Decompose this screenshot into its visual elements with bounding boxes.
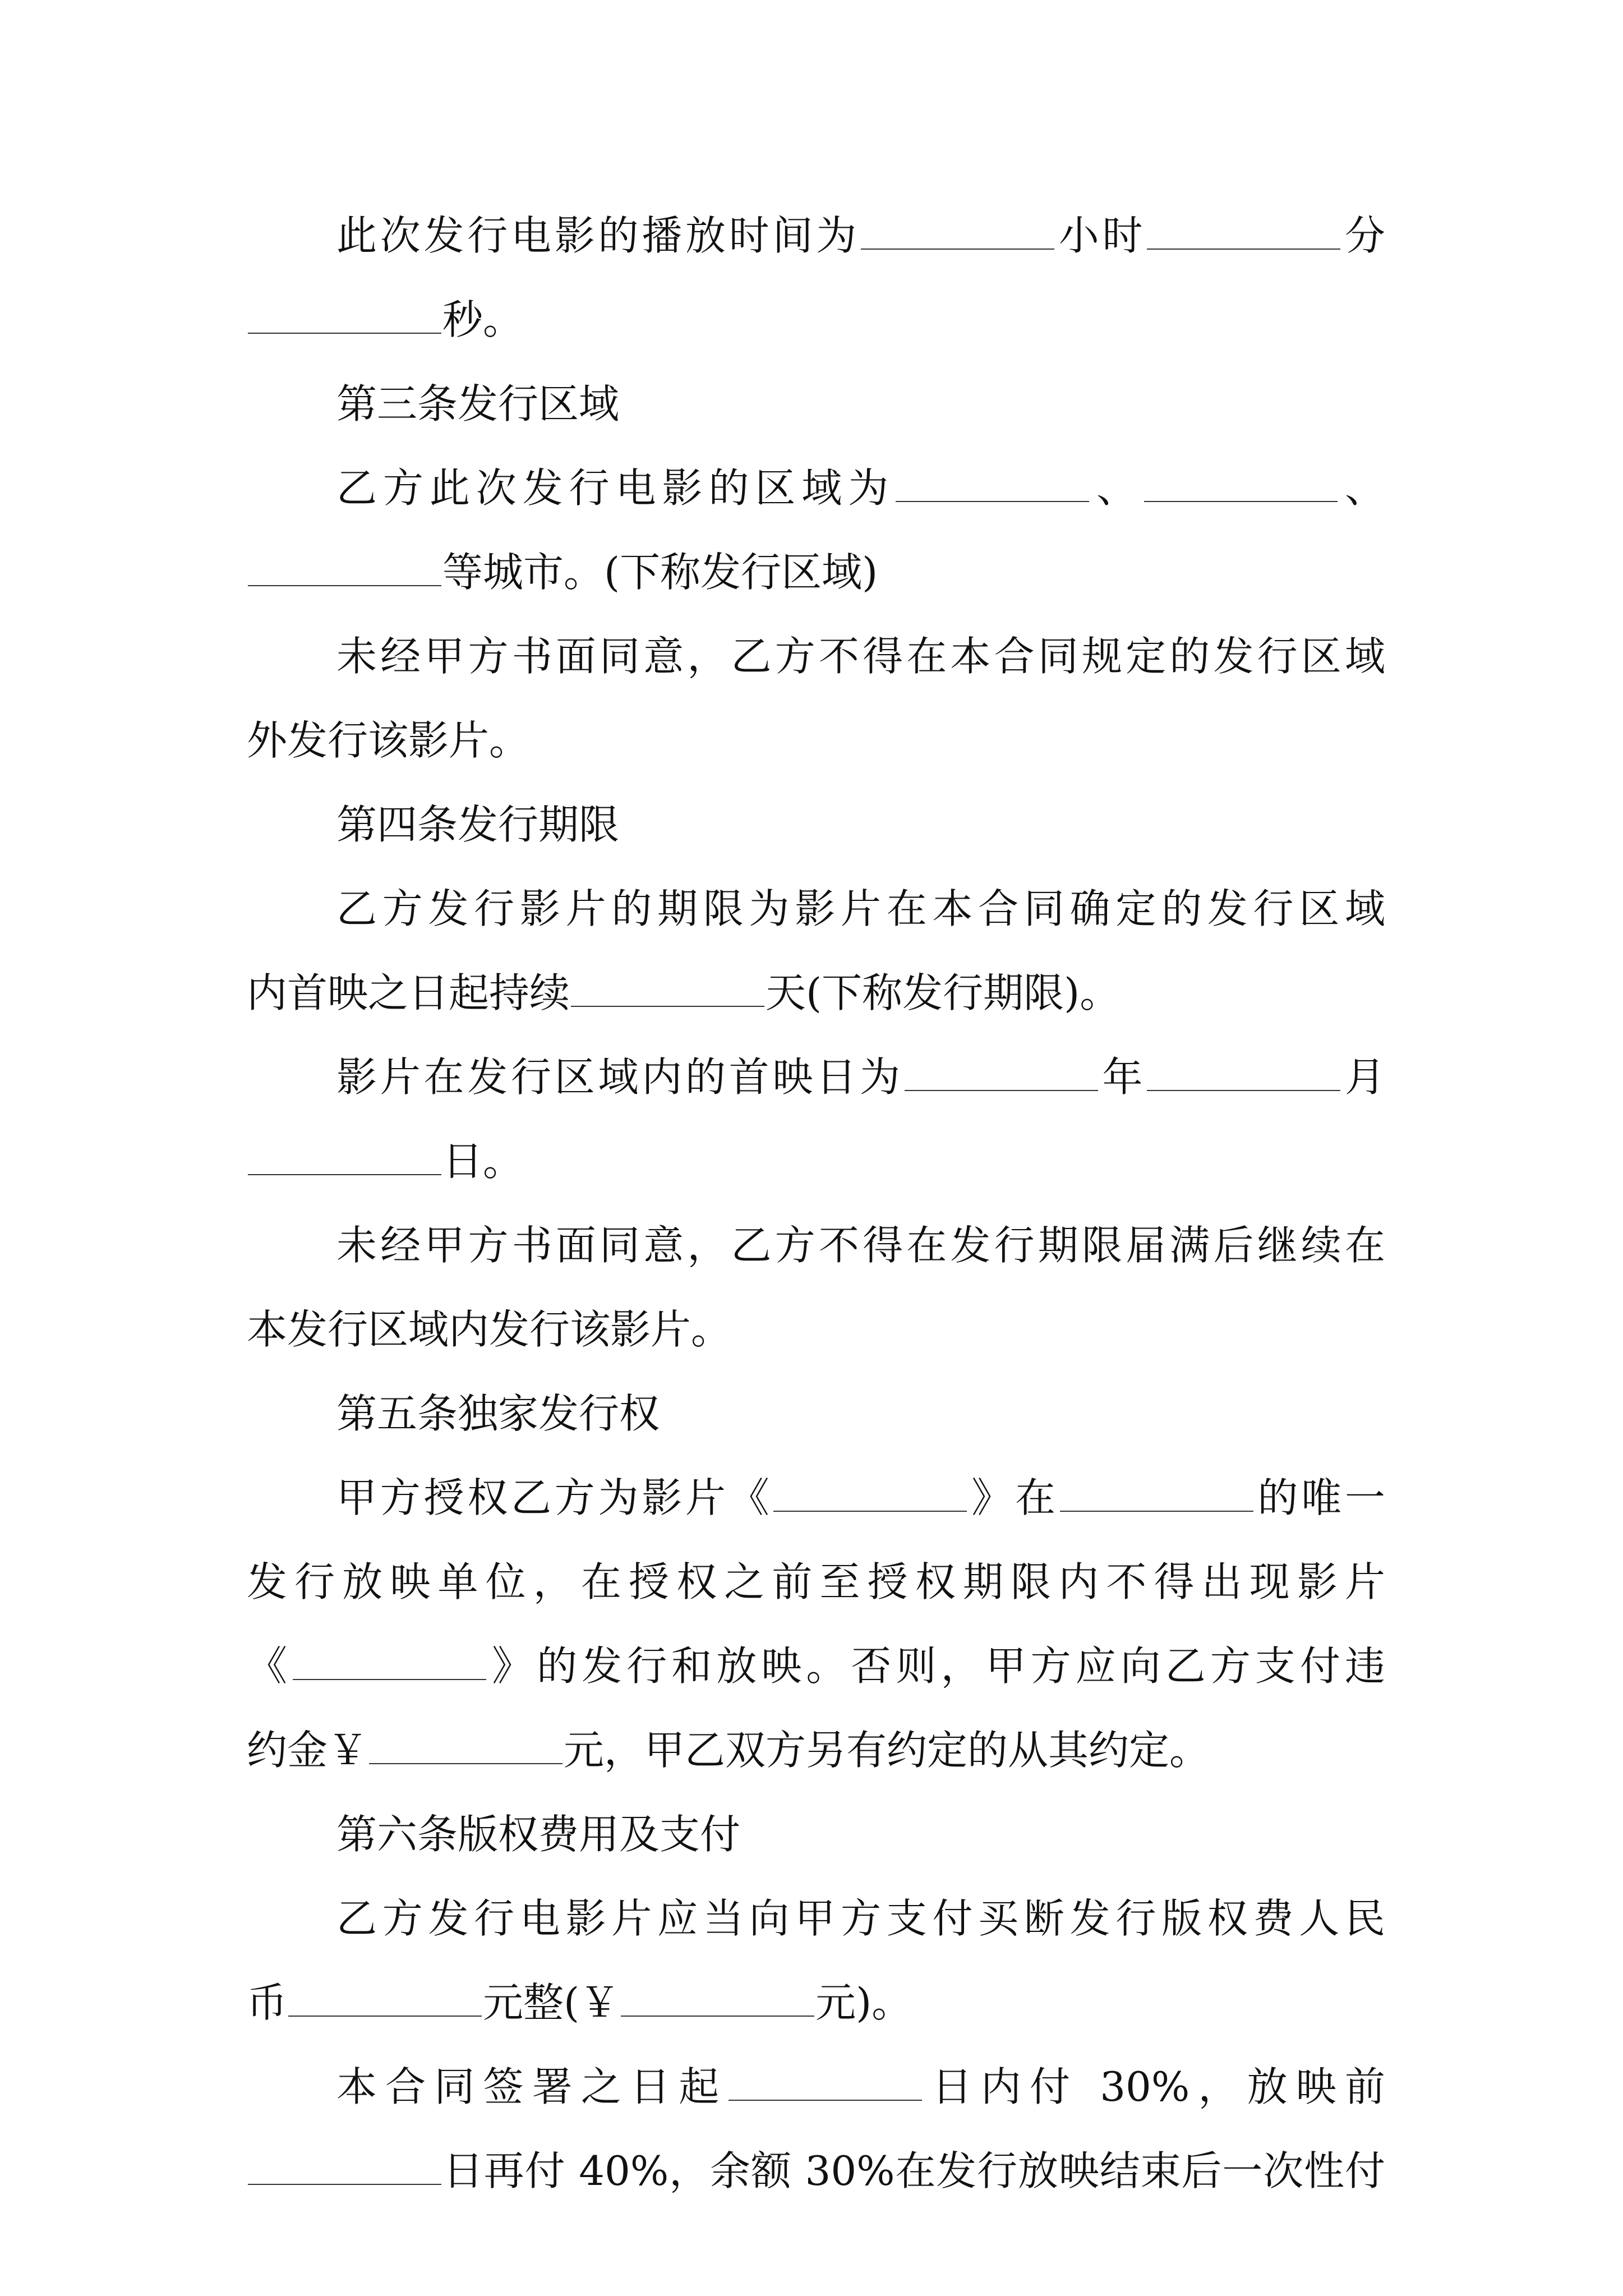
text: 日内付 30%，放映前 <box>923 2063 1385 2110</box>
art4-premiere-line <box>247 1035 1385 1119</box>
blank-territory <box>1060 1510 1253 1512</box>
art6-line-4 <box>247 2129 1385 2213</box>
text: 》的发行和放映。否则，甲方应向乙方支付违 <box>487 1642 1385 1690</box>
article-3-heading: 第三条发行区域 <box>336 380 620 427</box>
blank-fee-words <box>288 2015 482 2017</box>
art5-line-1 <box>247 1456 1385 1540</box>
art4-premiere-line-2 <box>247 1119 1385 1203</box>
playtime-line-2 <box>247 278 1385 362</box>
article-4-heading: 第四条发行期限 <box>336 801 620 848</box>
art5-line-3 <box>247 1624 1385 1708</box>
blank-month <box>1147 1089 1340 1091</box>
blank-day <box>248 1174 441 1175</box>
blank-hours <box>861 248 1054 250</box>
text: 元)。 <box>815 1979 912 2026</box>
text: 币 <box>247 1979 288 2026</box>
text: 元整(￥ <box>483 1979 620 2026</box>
art5-line-4 <box>247 1708 1385 1792</box>
article-5-heading: 第五条独家发行权 <box>336 1390 660 1437</box>
blank-region-1 <box>896 500 1089 502</box>
text: 、 <box>1339 464 1385 512</box>
text: 等城市。(下称发行区域) <box>442 549 878 596</box>
text: 、 <box>1090 464 1144 512</box>
art3-line-3: 未经甲方书面同意，乙方不得在本合同规定的发行区域 <box>336 633 1385 680</box>
art3-line-4: 外发行该影片。 <box>247 717 530 764</box>
text: 月 <box>1341 1053 1385 1101</box>
text: 此次发行电影的播放时间为 <box>336 212 860 259</box>
text: 元，甲乙双方另有约定的从其约定。 <box>564 1727 1210 1774</box>
art4-line-1: 乙方发行影片的期限为影片在本合同确定的发行区域 <box>336 885 1385 932</box>
playtime-line <box>247 194 1385 278</box>
text: 天(下称发行期限)。 <box>766 969 1121 1016</box>
blank-days-before-screening <box>248 2183 441 2185</box>
text: 影片在发行区域内的首映日为 <box>336 1053 903 1101</box>
blank-penalty <box>369 1763 562 1764</box>
blank-days-after-sign <box>728 2099 922 2101</box>
article-6-heading: 第六条版权费用及支付 <box>336 1811 741 1858</box>
text: 内首映之日起持续 <box>247 969 570 1016</box>
art5-line-2: 发行放映单位，在授权之前至授权期限内不得出现影片 <box>247 1558 1385 1605</box>
art4-line-6: 本发行区域内发行该影片。 <box>247 1306 732 1353</box>
art6-line-2 <box>247 1961 1385 2045</box>
blank-seconds <box>248 332 441 334</box>
text: 小时 <box>1055 212 1146 259</box>
blank-region-3 <box>248 585 441 586</box>
art3-line-1 <box>247 446 1385 530</box>
document-body <box>247 194 1385 2213</box>
blank-fee-amount <box>621 2015 814 2017</box>
art6-line-1: 乙方发行电影片应当向甲方支付买断发行版权费人民 <box>336 1895 1385 1942</box>
text: 年 <box>1099 1053 1146 1101</box>
blank-days <box>571 1005 764 1007</box>
blank-year <box>905 1089 1098 1091</box>
text: 《 <box>247 1642 292 1690</box>
text: 》在 <box>968 1474 1059 1521</box>
text: 分 <box>1341 212 1385 259</box>
blank-region-2 <box>1144 500 1338 502</box>
blank-film-title-2 <box>293 1678 486 1680</box>
text: 甲方授权乙方为影片《 <box>336 1474 773 1521</box>
text: 日再付 40%，余额 30%在发行放映结束后一次性付 <box>442 2147 1385 2194</box>
text: 的唯一 <box>1254 1474 1385 1521</box>
text: 日。 <box>442 1138 524 1185</box>
art3-line-2 <box>247 530 1385 614</box>
text: 乙方此次发行电影的区域为 <box>336 464 895 512</box>
text: 本合同签署之日起 <box>336 2063 728 2110</box>
art4-line-2 <box>247 951 1385 1035</box>
blank-minutes <box>1147 248 1340 250</box>
blank-film-title <box>773 1510 967 1512</box>
text: 秒。 <box>442 296 524 343</box>
art4-line-5: 未经甲方书面同意，乙方不得在发行期限届满后继续在 <box>336 1222 1385 1269</box>
text: 约金￥ <box>247 1727 368 1774</box>
art6-line-3 <box>247 2045 1385 2129</box>
